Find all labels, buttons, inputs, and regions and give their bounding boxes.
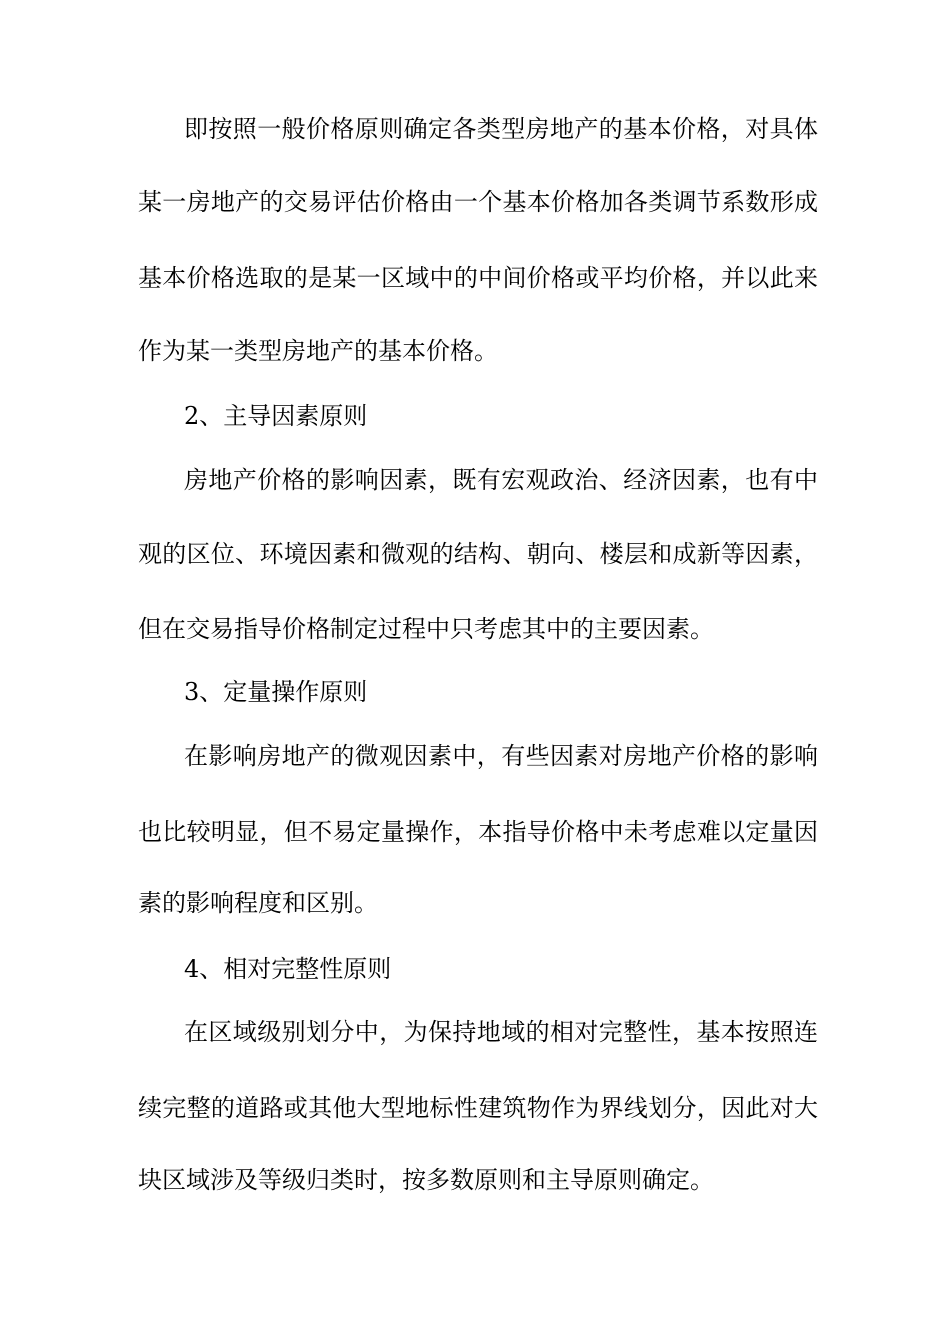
paragraph-4-line-1: 在区域级别划分中，为保持地域的相对完整性，基本按照连 [184,1018,818,1046]
paragraph-2-line-3: 但在交易指导价格制定过程中只考虑其中的主要因素。 [138,615,714,643]
paragraph-1-line-1: 即按照一般价格原则确定各类型房地产的基本价格，对具体 [184,115,818,143]
paragraph-4-line-2: 续完整的道路或其他大型地标性建筑物作为界线划分，因此对大 [138,1094,818,1122]
paragraph-3-line-2: 也比较明显，但不易定量操作，本指导价格中未考虑难以定量因 [138,818,818,846]
section-heading-2: 2、主导因素原则 [184,402,368,430]
paragraph-3-line-1: 在影响房地产的微观因素中，有些因素对房地产价格的影响 [184,742,818,770]
paragraph-3-line-3: 素的影响程度和区别。 [138,889,378,917]
paragraph-4-line-3: 块区域涉及等级归类时，按多数原则和主导原则确定。 [138,1166,714,1194]
paragraph-1-line-4: 作为某一类型房地产的基本价格。 [138,337,498,365]
section-heading-4: 4、相对完整性原则 [184,955,392,983]
paragraph-1-line-2: 某一房地产的交易评估价格由一个基本价格加各类调节系数形成 [138,188,818,216]
paragraph-2-line-2: 观的区位、环境因素和微观的结构、朝向、楼层和成新等因素， [138,540,818,568]
paragraph-2-line-1: 房地产价格的影响因素，既有宏观政治、经济因素，也有中 [184,466,818,494]
section-heading-3: 3、定量操作原则 [184,678,368,706]
paragraph-1-line-3: 基本价格选取的是某一区域中的中间价格或平均价格，并以此来 [138,264,818,292]
